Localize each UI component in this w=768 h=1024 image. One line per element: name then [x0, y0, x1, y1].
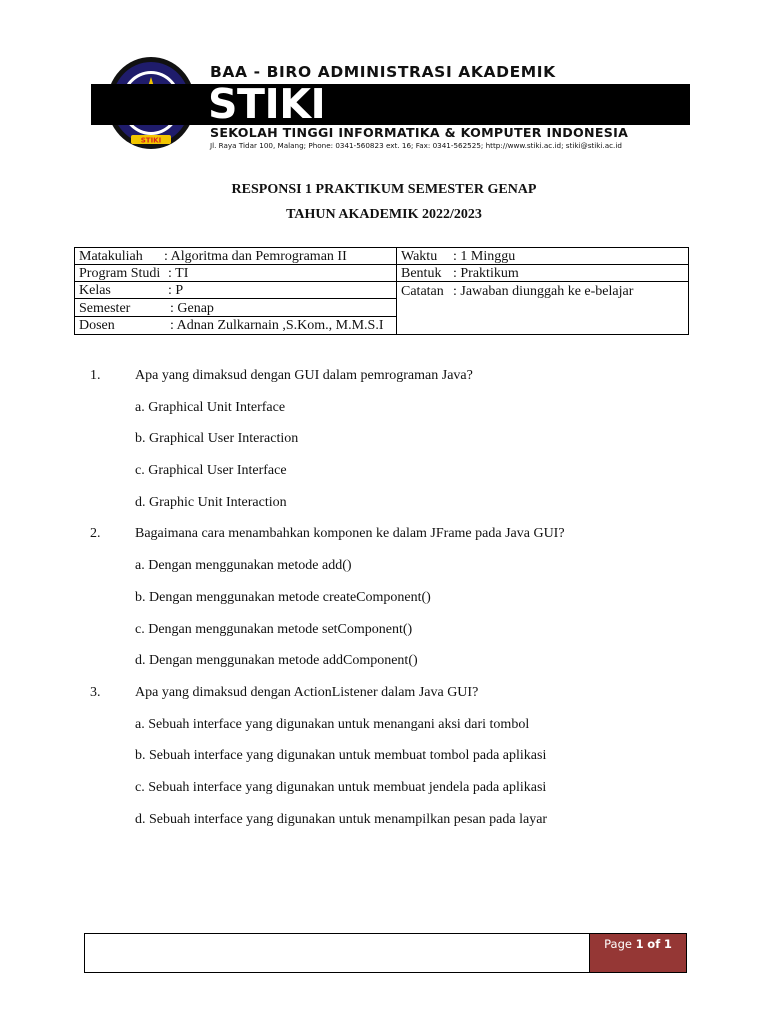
info-value: : Jawaban diunggah ke e-belajar: [453, 284, 634, 299]
info-label: Dosen: [79, 318, 115, 333]
question-3-option-c: c. Sebuah interface yang digunakan untuk membuat jendela pada aplikasi: [135, 780, 547, 795]
question-1-option-b: b. Graphical User Interaction: [135, 431, 299, 446]
info-row-matakuliah: [75, 248, 396, 265]
info-row-waktu: [397, 248, 688, 265]
info-value: : TI: [168, 266, 189, 281]
info-label: Program Studi: [79, 266, 161, 281]
info-value: : 1 Minggu: [453, 249, 516, 264]
header-black-bar: [91, 84, 690, 125]
question-text: Apa yang dimaksud dengan ActionListener dalam Java GUI?: [135, 685, 479, 700]
course-info-table: [74, 247, 689, 335]
info-row-catatan: [397, 283, 688, 300]
letterhead: [0, 0, 768, 165]
page-total: 1: [663, 937, 672, 951]
question-2-option-a: a. Dengan menggunakan metode add(): [135, 558, 352, 573]
course-info-left-column: [75, 248, 397, 334]
question-text: Apa yang dimaksud dengan GUI dalam pemrograman Java?: [135, 368, 473, 383]
question-3-option-d: d. Sebuah interface yang digunakan untuk menampilkan pesan pada layar: [135, 812, 548, 827]
info-row-semester: [75, 300, 396, 317]
question-1-option-a: a. Graphical Unit Interface: [135, 400, 286, 415]
info-value: : Adnan Zulkarnain ,S.Kom., M.M.S.I: [170, 318, 384, 333]
institution-address: Jl. Raya Tidar 100, Malang; Phone: 0341-560823 ext. 16; Fax: 0341-562525; http://www.stiki.ac.id; stiki@stiki.ac.id: [210, 141, 622, 150]
question-number: 2.: [90, 526, 101, 541]
institution-brand: STIKI: [208, 80, 326, 128]
info-value: : Algoritma dan Pemrograman II: [164, 249, 347, 264]
info-row-kelas: [75, 282, 396, 299]
info-label: Waktu: [401, 249, 438, 264]
info-value: : Praktikum: [453, 266, 519, 281]
page-word: Page: [604, 937, 632, 951]
office-name: BAA - BIRO ADMINISTRASI AKADEMIK: [210, 63, 556, 81]
seal-label: STIKI: [140, 136, 162, 145]
document-subtitle: TAHUN AKADEMIK 2022/2023: [286, 207, 482, 222]
question-number: 3.: [90, 685, 101, 700]
info-label: Catatan: [401, 284, 444, 299]
question-2-option-d: d. Dengan menggunakan metode addComponent(): [135, 653, 418, 668]
info-row-bentuk: [397, 265, 688, 282]
question-3-option-a: a. Sebuah interface yang digunakan untuk menangani aksi dari tombol: [135, 717, 530, 732]
info-label: Matakuliah: [79, 249, 143, 264]
info-label: Kelas: [79, 283, 111, 298]
document-title: RESPONSI 1 PRAKTIKUM SEMESTER GENAP: [231, 182, 537, 197]
info-label: Bentuk: [401, 266, 442, 281]
info-value: : P: [168, 283, 184, 298]
question-number: 1.: [90, 368, 101, 383]
question-1-option-c: c. Graphical User Interface: [135, 463, 287, 478]
question-text: Bagaimana cara menambahkan komponen ke dalam JFrame pada Java GUI?: [135, 526, 565, 541]
question-1-option-d: d. Graphic Unit Interaction: [135, 495, 287, 510]
page-footer: [84, 933, 687, 973]
page-of: of: [647, 937, 661, 951]
info-value: : Genap: [170, 301, 214, 316]
question-3-option-b: b. Sebuah interface yang digunakan untuk membuat tombol pada aplikasi: [135, 748, 547, 763]
info-label: Semester: [79, 301, 131, 316]
page-current: 1: [635, 937, 644, 951]
page-number-box: [589, 934, 686, 972]
question-2-option-c: c. Dengan menggunakan metode setComponent(): [135, 622, 413, 637]
info-row-dosen: [75, 317, 396, 334]
institution-full-name: SEKOLAH TINGGI INFORMATIKA & KOMPUTER INDONESIA: [210, 125, 629, 140]
question-2-option-b: b. Dengan menggunakan metode createComponent(): [135, 590, 431, 605]
info-row-program-studi: [75, 265, 396, 282]
course-info-right-column: [397, 248, 688, 334]
